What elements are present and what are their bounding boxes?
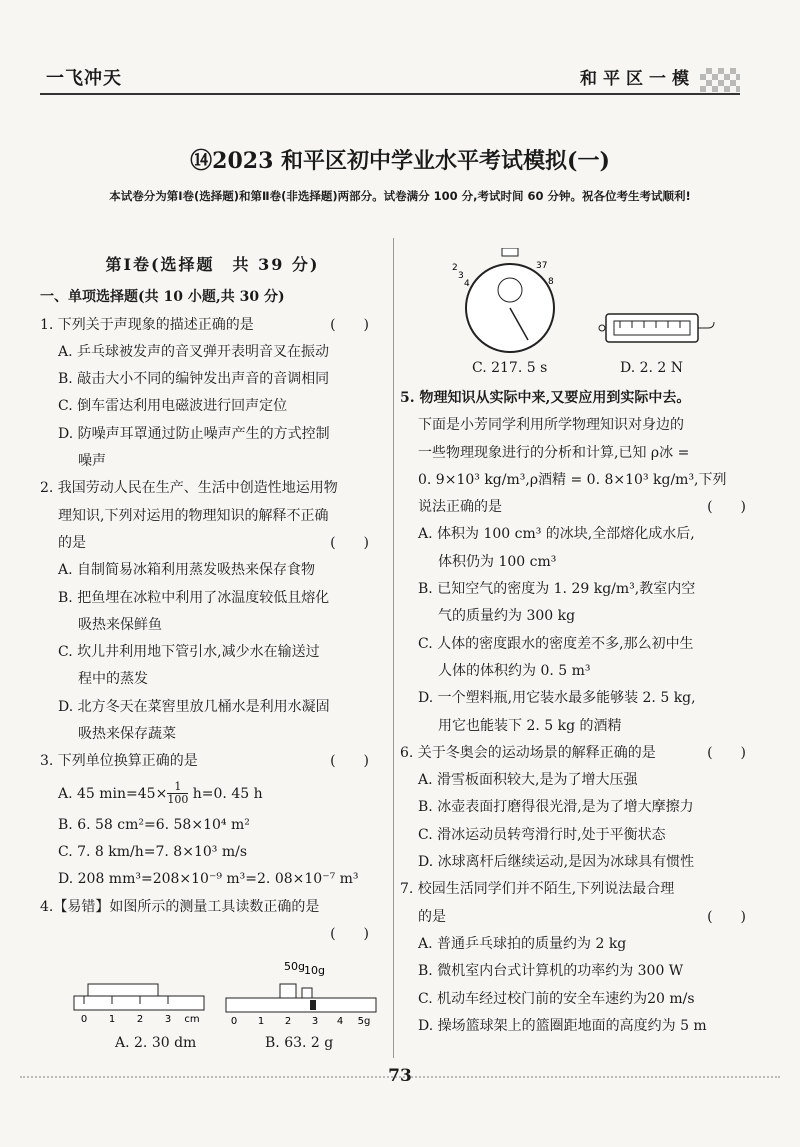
q5-option-b-cont: 气的质量约为 300 kg bbox=[438, 608, 576, 625]
q1-stem: 1. 下列关于声现象的描述正确的是 ( ) bbox=[40, 316, 369, 333]
q2-stem-1: 2. 我国劳动人民在生产、生活中创造性地运用物 bbox=[40, 480, 338, 497]
balance-tick-5: 5g bbox=[357, 1016, 371, 1027]
q5-option-c: C. 人体的密度跟水的密度差不多,那么初中生 bbox=[418, 635, 694, 652]
q5-option-d-cont: 用它也能装下 2. 5 kg 的酒精 bbox=[438, 717, 622, 734]
q4-caption-c: C. 217. 5 s bbox=[472, 360, 548, 376]
q5-line-1: 5. 物理知识从实际中来,又要应用到实际中去。 bbox=[400, 390, 691, 406]
balance-tick-0: 0 bbox=[230, 1016, 238, 1027]
weight-50g bbox=[280, 984, 296, 998]
weight-label-10g: 10g bbox=[304, 964, 325, 977]
scale-ring bbox=[599, 325, 605, 331]
q5-option-c-cont: 人体的体积约为 0. 5 m³ bbox=[438, 662, 591, 679]
q3-option-d: D. 208 mm³=208×10⁻⁹ m³=2. 08×10⁻⁷ m³ bbox=[58, 871, 359, 888]
balance-tick-4: 4 bbox=[336, 1016, 344, 1027]
section-title: 第Ⅰ卷(选择题 共 39 分) bbox=[105, 255, 320, 274]
measured-block bbox=[88, 984, 158, 996]
q2-option-a: A. 自制简易冰箱利用蒸发吸热来保存食物 bbox=[58, 562, 316, 579]
q5-line-5: 说法正确的是 ( ) bbox=[418, 499, 746, 516]
q1-option-a: A. 乒乓球被发声的音叉弹开表明音叉在振动 bbox=[58, 343, 330, 360]
q5-line-4: 0. 9×10³ kg/m³,ρ酒精 = 0. 8×10³ kg/m³,下列 bbox=[418, 471, 727, 488]
scale-hook bbox=[698, 322, 714, 328]
q2-option-c: C. 坎儿井利用地下管引水,减少水在输送过 bbox=[58, 644, 320, 661]
header-tag: 和平区一模 bbox=[580, 69, 695, 89]
q1-option-b: B. 敲击大小不同的编钟发出声音的音调相同 bbox=[58, 371, 330, 388]
section-part: 一、单项选择题(共 10 小题,共 30 分) bbox=[40, 289, 285, 306]
ruler-label-unit: cm bbox=[184, 1014, 200, 1025]
left-column: 第Ⅰ卷(选择题 共 39 分) 一、单项选择题(共 10 小题,共 30 分) 1. 下列关于声现象的描述正确的是 ( ) A. 乒乓球被发声的音叉弹开表明音叉在振动 B. 敲击大小不同的编钟发出声音的音调相同 C. 倒车雷达利用电磁波进行回声定位 D. 防噪声耳罩通过防止噪声产生的方式控制 噪声 2. 我国劳动人民在生产、生活中创造性地运用物 理知识,下列对运用的物理知识的解释不正确 的是 ( ) A. 自制简易冰箱利用蒸发吸热来保存食物 B. 把鱼埋在冰粒中利用了冰温度较低且熔化 吸热来保鲜鱼 C. 坎儿井利用地下管引水,减少水在输送过 程中的蒸发 D. 北方冬天在菜窖里放几桶水是利用水凝固 吸热来保存蔬菜 3. 下列单位换算正确的是 ( ) A. 45 min=45× $\frac{1}{100}$ h=0. 45 h B. 6. 58 cm²=6. 58×10⁴ m² C. 7. 8 km/h=7. 8×10³ m/s D. 208 mm³=208×10⁻⁹ m³=2. 08×10⁻⁷ m³ 4.【易错】如图所示的测量工具读数正确的是 ( ) bbox=[40, 251, 385, 948]
balance-tick-3: 3 bbox=[311, 1016, 319, 1027]
stopwatch-mark-8: 8 bbox=[548, 277, 554, 287]
q4-stem: 4.【易错】如图所示的测量工具读数正确的是 bbox=[40, 898, 320, 915]
checker-decoration bbox=[700, 68, 740, 92]
fraction: $\frac{1}{100}$ bbox=[167, 780, 189, 807]
q2-stem-2: 理知识,下列对运用的物理知识的解释不正确 bbox=[58, 507, 329, 524]
weight-label-50g: 50g bbox=[284, 960, 305, 973]
q6-stem: 6. 关于冬奥会的运动场景的解释正确的是 ( ) bbox=[400, 744, 746, 761]
q1-option-d: D. 防噪声耳罩通过防止噪声产生的方式控制 bbox=[58, 425, 330, 442]
q2-option-d: D. 北方冬天在菜窖里放几桶水是利用水凝固 bbox=[58, 698, 330, 715]
balance-tick-2: 2 bbox=[284, 1016, 292, 1027]
balance-figure bbox=[222, 958, 382, 1028]
stopwatch-crown bbox=[502, 248, 518, 256]
right-column bbox=[400, 385, 762, 1040]
q5-option-b: B. 已知空气的密度为 1. 29 kg/m³,教室内空 bbox=[418, 581, 696, 598]
exam-notice: 本试卷分为第Ⅰ卷(选择题)和第Ⅱ卷(非选择题)两部分。试卷满分 100 分,考试时间 60 分钟。祝各位考生考试顺利! bbox=[109, 189, 691, 203]
q3-option-b: B. 6. 58 cm²=6. 58×10⁴ m² bbox=[58, 816, 250, 833]
q1-option-d-cont: 噪声 bbox=[78, 453, 106, 470]
q7-option-a: A. 普通乒乓球拍的质量约为 2 kg bbox=[418, 935, 627, 952]
q4-caption-b: B. 63. 2 g bbox=[265, 1035, 334, 1051]
q3-stem: 3. 下列单位换算正确的是 ( ) bbox=[40, 753, 369, 770]
page-title: ⑭2023 和平区初中学业水平考试模拟(一) bbox=[190, 148, 610, 174]
q5-option-a: A. 体积为 100 cm³ 的冰块,全部熔化成水后, bbox=[418, 526, 695, 543]
q5-option-d: D. 一个塑料瓶,用它装水最多能够装 2. 5 kg, bbox=[418, 690, 696, 707]
q2-option-c-cont: 程中的蒸发 bbox=[78, 671, 148, 688]
q5-line-3: 一些物理现象进行的分析和计算,已知 ρ冰 = bbox=[418, 444, 690, 461]
page-number: 73 bbox=[388, 1066, 412, 1086]
q7-option-b: B. 微机室内台式计算机的功率约为 300 W bbox=[418, 963, 684, 980]
stopwatch-mark-2: 2 bbox=[452, 263, 458, 273]
q2-stem-3: 的是 ( ) bbox=[58, 534, 369, 551]
q6-option-a: A. 滑雪板面积较大,是为了增大压强 bbox=[418, 772, 638, 789]
q7-stem-1: 7. 校园生活同学们并不陌生,下列说法最合理 bbox=[400, 881, 675, 898]
q3-option-c: C. 7. 8 km/h=7. 8×10³ m/s bbox=[58, 843, 247, 860]
q6-option-d: D. 冰球离杆后继续运动,是因为冰球具有惯性 bbox=[418, 854, 695, 871]
q5-option-a-cont: 体积仍为 100 cm³ bbox=[438, 553, 557, 570]
stopwatch-mark-3: 3 bbox=[458, 271, 464, 281]
q6-option-b: B. 冰壶表面打磨得很光滑,是为了增大摩擦力 bbox=[418, 799, 694, 816]
weight-10g bbox=[302, 988, 312, 998]
ruler-label-2: 2 bbox=[136, 1014, 144, 1025]
stopwatch-mark-4: 4 bbox=[464, 279, 470, 289]
ruler-label-1: 1 bbox=[108, 1014, 116, 1025]
q4-caption-d: D. 2. 2 N bbox=[620, 360, 684, 376]
scale-window bbox=[614, 321, 690, 335]
rider bbox=[310, 1000, 316, 1010]
q1-option-c: C. 倒车雷达利用电磁波进行回声定位 bbox=[58, 398, 288, 415]
q3-option-a: A. 45 min=45× $\frac{1}{100}$ h=0. 45 h bbox=[58, 780, 263, 807]
q4-caption-a: A. 2. 30 dm bbox=[115, 1035, 197, 1051]
balance-beam bbox=[226, 998, 376, 1012]
ruler-label-0: 0 bbox=[80, 1014, 88, 1025]
ruler-body bbox=[74, 996, 204, 1010]
stopwatch-figure bbox=[440, 248, 580, 356]
ruler-figure bbox=[70, 978, 210, 1026]
header-rule bbox=[40, 93, 740, 95]
q2-option-b: B. 把鱼埋在冰粒中利用了冰温度较低且熔化 bbox=[58, 589, 330, 606]
q5-line-2: 下面是小芳同学利用所学物理知识对身边的 bbox=[418, 417, 684, 434]
q7-option-c: C. 机动车经过校门前的安全车速约为20 m/s bbox=[418, 990, 695, 1007]
column-divider bbox=[393, 238, 394, 1058]
balance-tick-1: 1 bbox=[257, 1016, 265, 1027]
q2-option-b-cont: 吸热来保鲜鱼 bbox=[78, 616, 162, 633]
brand-logo: 一飞冲天 bbox=[46, 68, 122, 89]
q2-option-d-cont: 吸热来保存蔬菜 bbox=[78, 726, 176, 743]
q7-option-d: D. 操场篮球架上的篮圈距地面的高度约为 5 m bbox=[418, 1017, 707, 1034]
ruler-label-3: 3 bbox=[164, 1014, 172, 1025]
q6-option-c: C. 滑冰运动员转弯滑行时,处于平衡状态 bbox=[418, 826, 666, 843]
spring-scale-figure bbox=[598, 310, 718, 346]
stopwatch-mark-37: 37 bbox=[536, 261, 548, 271]
q7-stem-2: 的是 ( ) bbox=[418, 908, 746, 925]
